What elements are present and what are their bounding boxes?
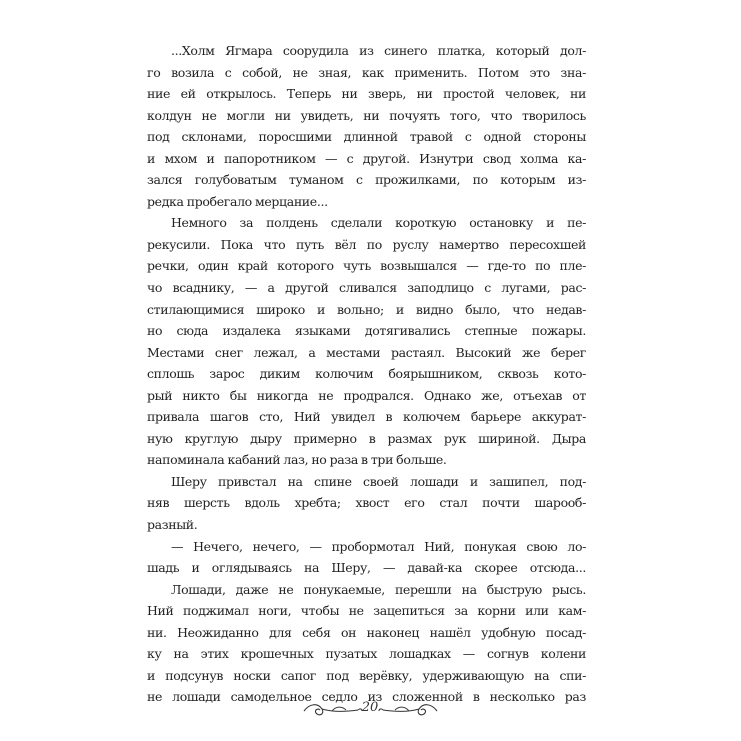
text-line: под склонами, поросшими длинной травой с одной стороны bbox=[147, 129, 586, 145]
text-line: Шеру привстал на спине своей лошади и зашипел, под- bbox=[171, 473, 586, 489]
text-line: ...Холм Ягмара соорудила из синего платка, который дол- bbox=[171, 43, 586, 58]
text-line: сплошь зарос диким колючим боярышником, сквозь кото- bbox=[147, 366, 586, 382]
text-line: но сюда издалека языками дотягивались степные пожары. bbox=[147, 323, 586, 339]
body-text bbox=[147, 40, 586, 708]
text-line: колдун не могли ни увидеть, ни почуять того, что творилось bbox=[147, 107, 586, 123]
text-line: не лошади самодельное седло из сложенной в несколько раз bbox=[147, 689, 586, 705]
text-line: речки, один край которого чуть возвышался — где-то по пле- bbox=[147, 258, 586, 274]
text-line: ную круглую дыру примерно в размах рук шириной. Дыра bbox=[147, 430, 586, 446]
text-line: рекусили. Пока что путь вёл по руслу намертво пересохшей bbox=[147, 236, 586, 252]
page-footer bbox=[0, 699, 741, 721]
text-line: и мхом и папоротником — с другой. Изнутри свод холма ка- bbox=[147, 150, 586, 166]
text-line: разный. bbox=[147, 517, 198, 533]
text-line: рый никто бы никогда не продрался. Однако же, отъехав от bbox=[147, 387, 586, 403]
text-line: напоминала кабаний лаз, но раза в три больше. bbox=[147, 452, 447, 468]
text-line: ние ей открылось. Теперь ни зверь, ни простой человек, ни bbox=[147, 86, 586, 102]
text-line: и подсунув носки сапог под верёвку, удерживающую на спи- bbox=[147, 667, 586, 683]
text-line: редка пробегало мерцание... bbox=[147, 193, 328, 209]
text-line: шадь и оглядываясь на Шеру, — давай-ка скорее отсюда... bbox=[147, 560, 586, 576]
text-line: стилающимися широко и вольно; и видно было, что недав- bbox=[147, 301, 586, 317]
text-line: Ний поджимал ноги, чтобы не зацепиться за корни или кам- bbox=[147, 603, 586, 619]
text-line: ку на этих крошечных пузатых лошадках — согнув колени bbox=[147, 646, 586, 662]
text-line: зался голубоватым туманом с прожилками, по которым из- bbox=[147, 172, 586, 188]
text-line: Лошади, даже не понукаемые, перешли на быструю рысь. bbox=[171, 581, 586, 597]
text-line: Местами снег лежал, а местами растаял. Высокий же берег bbox=[147, 344, 586, 360]
text-line: го возила с собой, не зная, как применить. Потом это зна- bbox=[147, 64, 586, 80]
text-line: — Нечего, нечего, — пробормотал Ний, понукая свою ло- bbox=[171, 538, 586, 554]
text-line: ни. Неожиданно для себя он наконец нашёл удобную посад- bbox=[147, 624, 586, 640]
flourish-right-icon bbox=[377, 699, 439, 721]
page-number: 20 bbox=[361, 700, 379, 715]
text-line: Немного за полдень сделали короткую остановку и пе- bbox=[171, 215, 586, 231]
text-line: няв шерсть вдоль хребта; хвост его стал почти шарооб- bbox=[147, 495, 586, 511]
text-line: привала шагов сто, Ний увидел в колючем барьере аккурат- bbox=[147, 409, 586, 425]
text-line: чо всаднику, — а другой сливался заподлицо с лугами, рас- bbox=[147, 280, 586, 296]
